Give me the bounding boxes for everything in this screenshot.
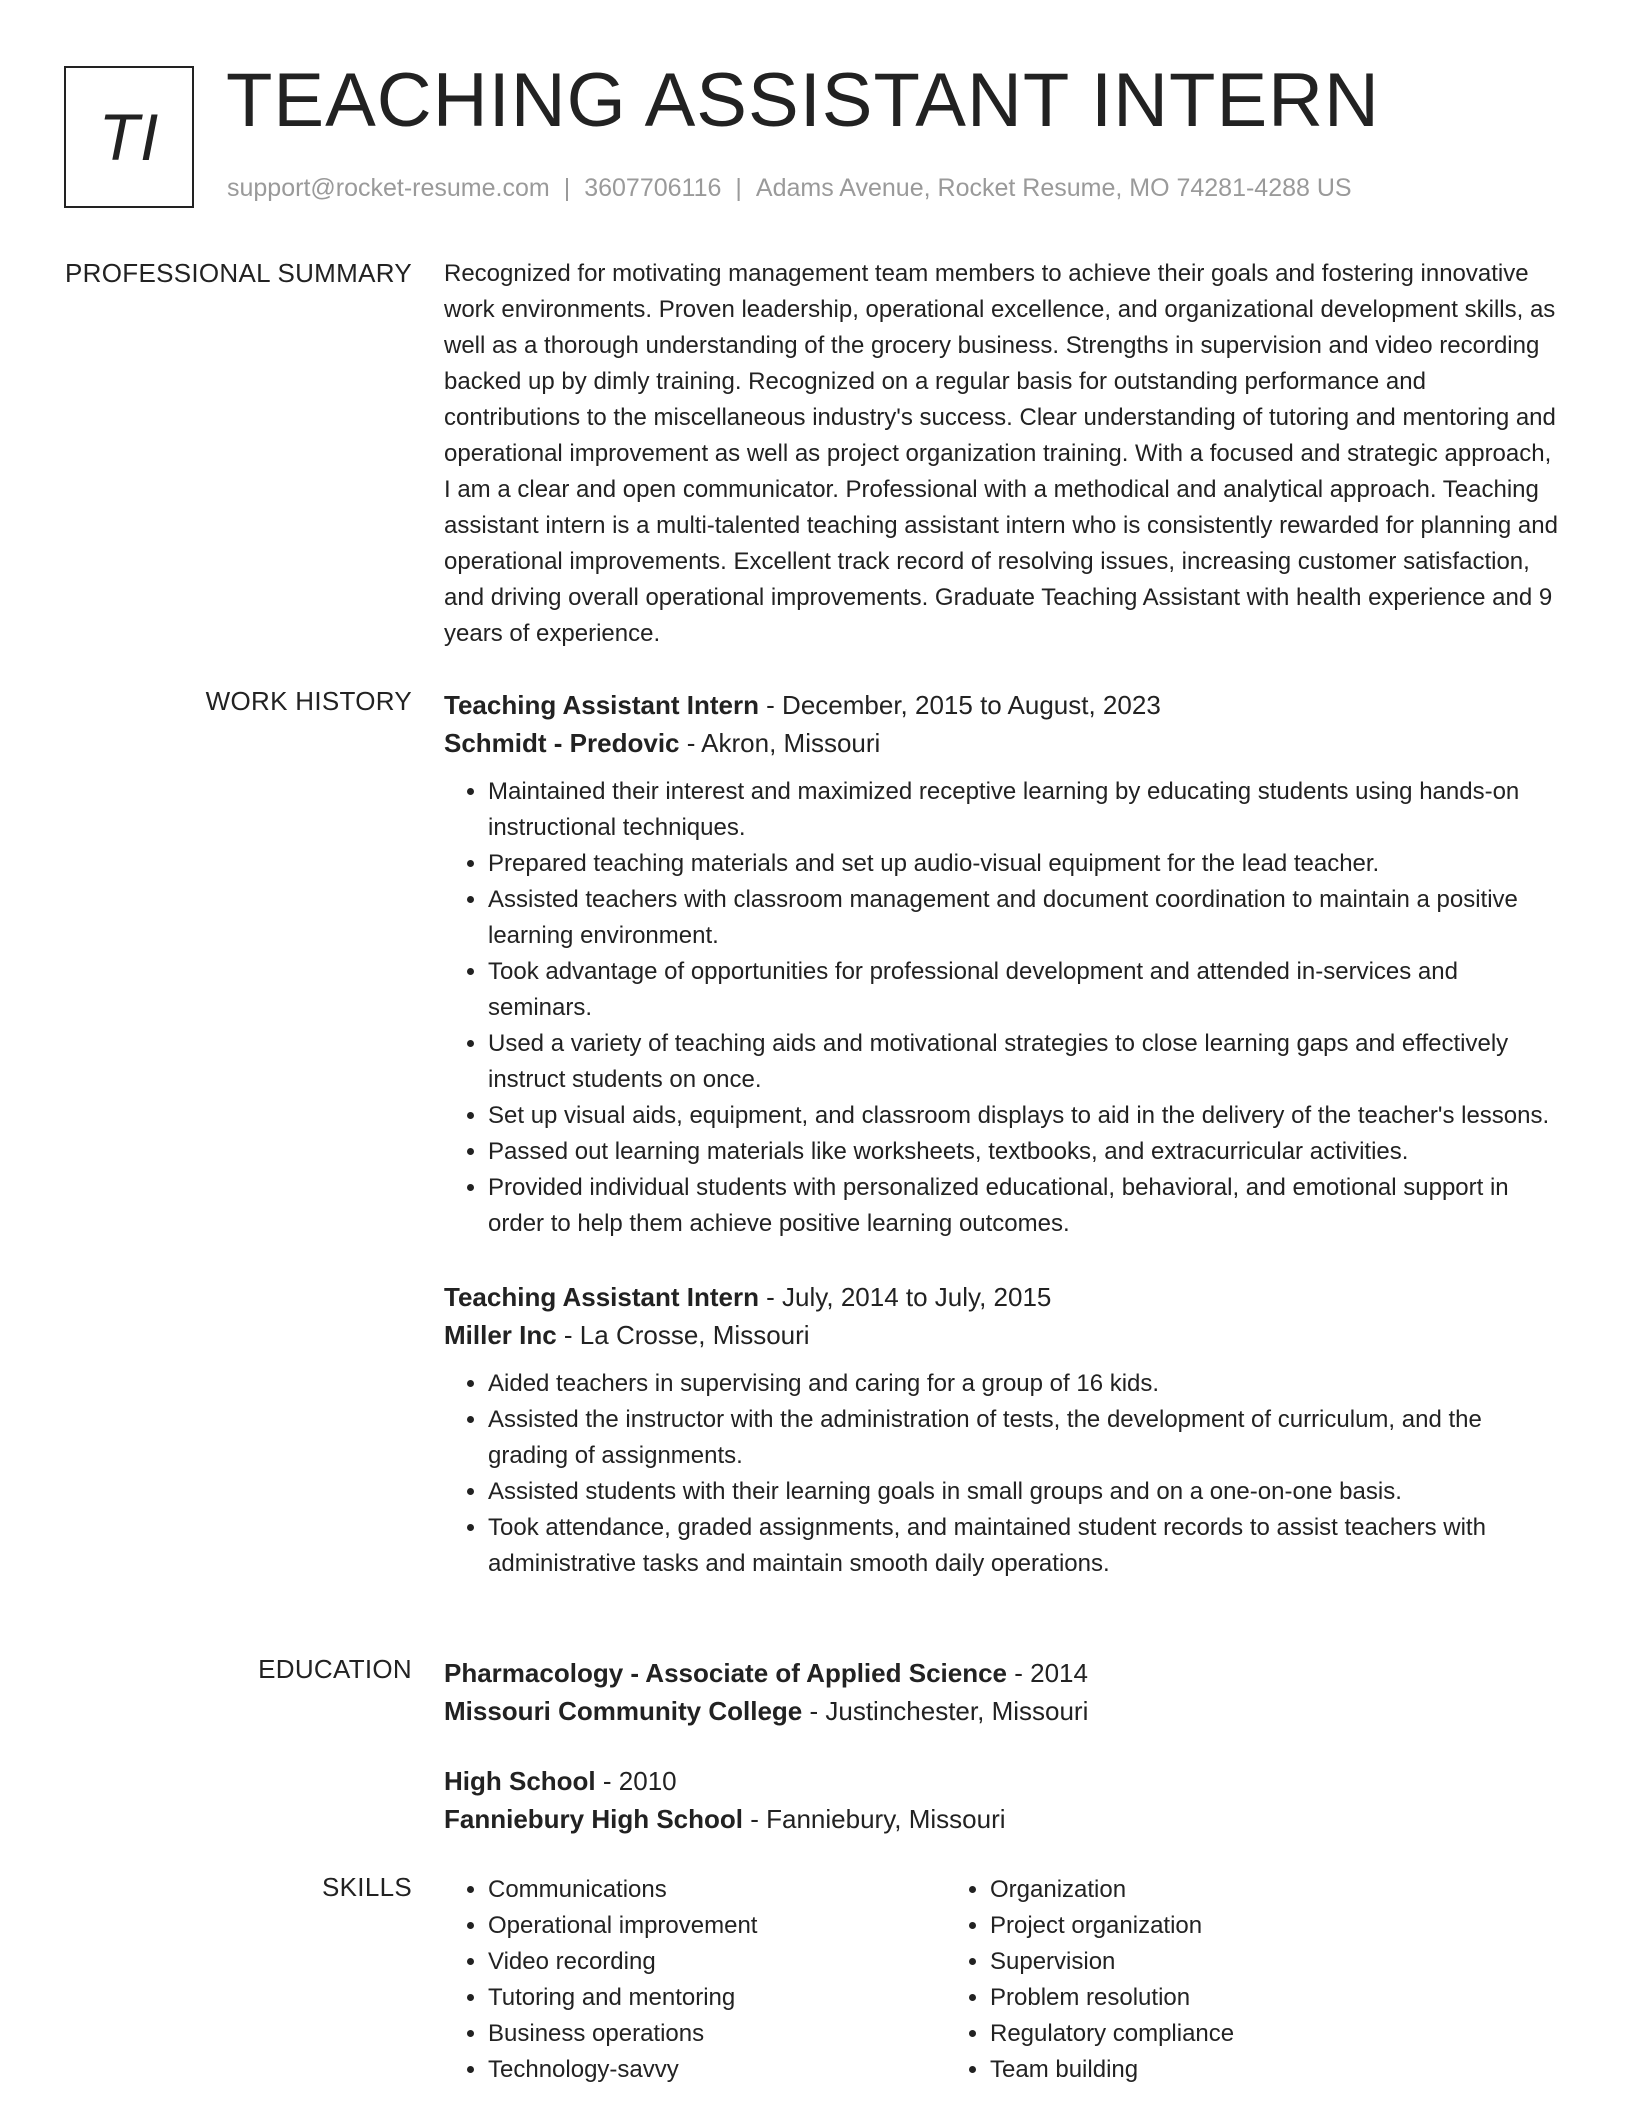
skill-item: • Team building (990, 2052, 1448, 2088)
job-bullet: • Assisted teachers with classroom management and document coordination to maintain a positive learning environment. (488, 882, 1564, 954)
education-school-line (444, 1692, 1564, 1730)
page-title: TEACHING ASSISTANT INTERN (226, 58, 1380, 143)
job-entry (444, 1278, 1564, 1582)
monogram-initials: TI (98, 100, 160, 174)
skill-item: • Business operations (488, 2016, 946, 2052)
job-dates: - December, 2015 to August, 2023 (758, 690, 1161, 720)
work-history-body (444, 686, 1564, 1582)
skill-item: • Communications (488, 1872, 946, 1908)
job-company: Schmidt - Predovic (444, 728, 680, 758)
job-title-line (444, 686, 1564, 724)
job-title: Teaching Assistant Intern (444, 690, 759, 720)
contact-address: Adams Avenue, Rocket Resume, MO 74281-4288 US (755, 174, 1352, 202)
education-location: - Justinchester, Missouri (802, 1696, 1089, 1726)
section-label-skills: SKILLS (322, 1872, 412, 1902)
education-year: - 2010 (595, 1766, 677, 1796)
job-location: - Akron, Missouri (679, 728, 881, 758)
skills-columns (444, 1872, 1564, 2088)
job-company-line (444, 1316, 1564, 1354)
job-bullet: • Assisted students with their learning goals in small groups and on a one-on-one basis. (488, 1474, 1564, 1510)
education-location: - Fanniebury, Missouri (743, 1804, 1006, 1834)
job-dates: - July, 2014 to July, 2015 (758, 1282, 1052, 1312)
summary-text: Recognized for motivating management team members to achieve their goals and fostering innovative work environments. Proven leadership, operational excellence, and organizational development skills, as well as a thorough understanding of the grocery business. Strengths in supervision and video recording backed up by dimly training. Recognized on a regular basis for outstanding performance and contributions to the miscellaneous industry's success. Clear understanding of tutoring and mentoring and operational improvement as well as project organization training. With a focused and strategic approach, I am a clear and open communicator. Professional with a methodical and analytical approach. Teaching assistant intern is a multi-talented teaching assistant intern who is consistently rewarded for planning and operational improvements. Excellent track record of resolving issues, increasing customer satisfaction, and driving overall operational improvements. Graduate Teaching Assistant with health experience and 9 years of experience. (444, 260, 1558, 647)
job-bullet: • Assisted the instructor with the administration of tests, the development of curriculum, and the grading of assignments. (488, 1402, 1564, 1474)
skill-item: • Project organization (990, 1908, 1448, 1944)
skill-item: • Problem resolution (990, 1980, 1448, 2016)
job-bullet: • Provided individual students with personalized educational, behavioral, and emotional support in order to help them achieve positive learning outcomes. (488, 1170, 1564, 1242)
skill-item: • Video recording (488, 1944, 946, 1980)
job-company-line (444, 724, 1564, 762)
monogram-box (64, 66, 194, 208)
contact-email: support@rocket-resume.com (227, 174, 550, 202)
education-degree-line (444, 1654, 1564, 1692)
education-school-line (444, 1800, 1564, 1838)
job-title-line (444, 1278, 1564, 1316)
education-degree: Pharmacology - Associate of Applied Science (444, 1658, 1008, 1688)
skills-body (444, 1872, 1564, 2088)
contact-phone: 3607706116 (584, 174, 722, 202)
job-bullet: • Took advantage of opportunities for professional development and attended in-services and seminars. (488, 954, 1564, 1026)
skill-item: • Operational improvement (488, 1908, 946, 1944)
education-degree: High School (444, 1766, 596, 1796)
job-title: Teaching Assistant Intern (444, 1282, 759, 1312)
skill-item: • Technology-savvy (488, 2052, 946, 2088)
education-entry (444, 1762, 1564, 1838)
job-bullet: • Set up visual aids, equipment, and classroom displays to aid in the delivery of the teacher's lessons. (488, 1098, 1564, 1134)
contact-line (227, 174, 1352, 203)
contact-separator: | (735, 174, 742, 202)
job-bullet: • Used a variety of teaching aids and motivational strategies to close learning gaps and effectively instruct students on once. (488, 1026, 1564, 1098)
section-label-education: EDUCATION (258, 1654, 412, 1684)
job-location: - La Crosse, Missouri (556, 1320, 810, 1350)
skill-item: • Supervision (990, 1944, 1448, 1980)
education-school: Missouri Community College (444, 1696, 803, 1726)
education-degree-line (444, 1762, 1564, 1800)
section-label-work-history: WORK HISTORY (205, 686, 412, 716)
education-year: - 2014 (1007, 1658, 1088, 1688)
job-bullet: • Prepared teaching materials and set up audio-visual equipment for the lead teacher. (488, 846, 1564, 882)
job-bullet: • Aided teachers in supervising and caring for a group of 16 kids. (488, 1366, 1564, 1402)
skill-item: • Organization (990, 1872, 1448, 1908)
job-company: Miller Inc (444, 1320, 557, 1350)
job-entry (444, 686, 1564, 1242)
skills-list-right (946, 1872, 1448, 2088)
section-label-summary: PROFESSIONAL SUMMARY (65, 258, 412, 288)
skill-item: • Regulatory compliance (990, 2016, 1448, 2052)
skills-list-left (444, 1872, 946, 2088)
skill-item: • Tutoring and mentoring (488, 1980, 946, 2016)
education-entry (444, 1654, 1564, 1730)
contact-separator: | (563, 174, 571, 202)
job-bullet: • Took attendance, graded assignments, and maintained student records to assist teachers with administrative tasks and maintain smooth daily operations. (488, 1510, 1564, 1582)
job-bullet: • Passed out learning materials like worksheets, textbooks, and extracurricular activities. (488, 1134, 1564, 1170)
job-bullets (444, 1366, 1564, 1582)
education-body (444, 1654, 1564, 1838)
education-school: Fanniebury High School (444, 1804, 744, 1834)
job-bullet: • Maintained their interest and maximized receptive learning by educating students using hands-on instructional techniques. (488, 774, 1564, 846)
summary-body (444, 256, 1564, 652)
job-bullets (444, 774, 1564, 1242)
